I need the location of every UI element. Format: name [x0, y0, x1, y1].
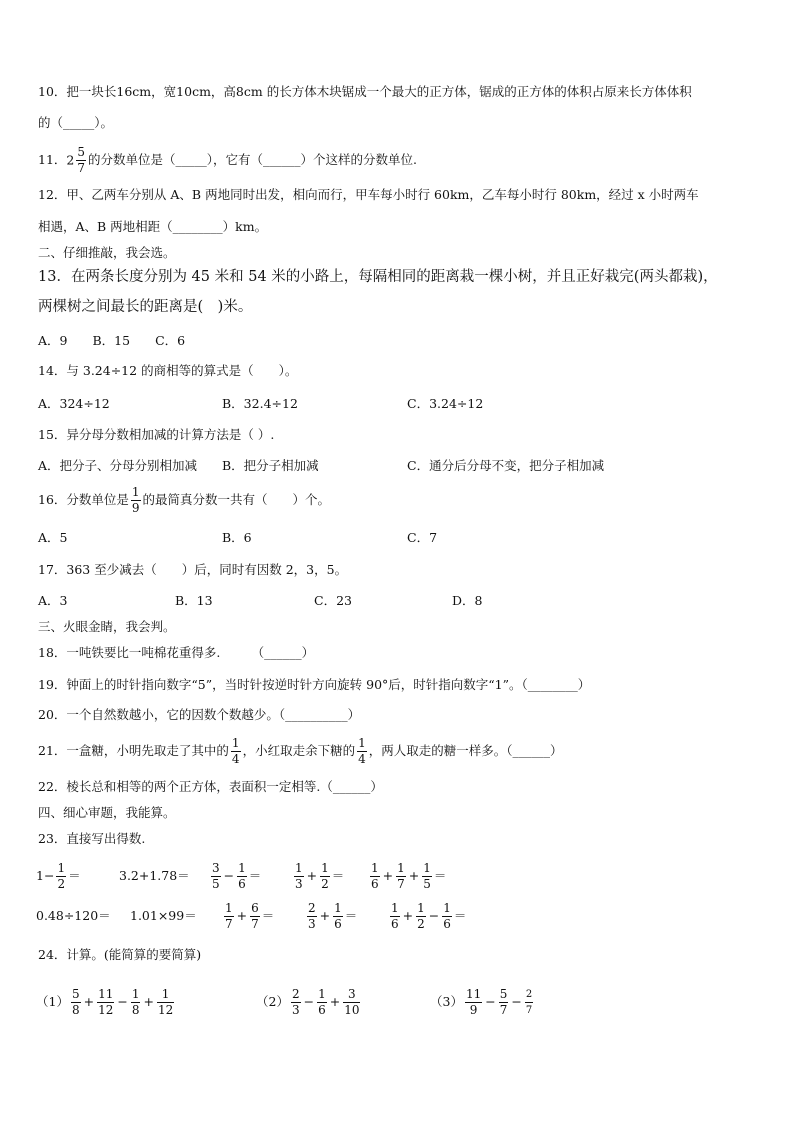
q15-option-c: C．通分后分母不变，把分子相加减	[407, 458, 605, 473]
q10-line1: 10．把一块长16cm，宽10cm，高8cm 的长方体木块锯成一个最大的正方体，锯成的正方体的体积占原来长方体体积	[38, 84, 692, 99]
q14-stem: 14．与 3.24÷12 的商相等的算式是（ ）。	[38, 363, 298, 378]
q23-r2-expr1: 0.48÷120＝	[36, 908, 111, 923]
q16-stem: 16．分数单位是 $\frac{1}{9}$ 的最简真分数一共有（ ）个。	[38, 485, 331, 515]
q23-r1-expr1: 1− $\frac{1}{2}$ ＝	[36, 861, 81, 891]
q23-r1-expr2: 3.2+1.78＝	[119, 868, 190, 883]
q23-r2-expr4: $\frac{2}{3}$ + $\frac{1}{6}$ ＝	[308, 901, 358, 931]
q17-option-b: B．13	[175, 593, 213, 608]
q16-option-c: C．7	[407, 530, 438, 545]
q22: 22．棱长总和相等的两个正方体，表面积一定相等.（______）	[38, 779, 383, 794]
q11-text: 的分数单位是（_____），它有（______）个这样的分数单位.	[88, 152, 417, 167]
q19: 19．钟面上的时针指向数字“5”，当时针按逆时针方向旋转 90°后，时针指向数字“1”。（________）	[38, 677, 591, 692]
q10-line2: 的（_____）。	[38, 115, 114, 130]
q23-r1-expr4: $\frac{1}{3}$ + $\frac{1}{2}$ ＝	[295, 861, 345, 891]
q21: 21．一盒糖，小明先取走了其中的 $\frac{1}{4}$ ，小红取走余下糖的 $\frac{1}{4}$ ，两人取走的糖一样多。（______）	[38, 736, 563, 766]
q13-options: A．9 B．15 C．6	[38, 333, 186, 348]
q17-option-d: D．8	[452, 593, 483, 608]
q17-stem: 17．363 至少减去（ ）后，同时有因数 2，3，5。	[38, 562, 348, 577]
q23-r2-expr3: $\frac{1}{7}$ + $\frac{6}{7}$ ＝	[225, 901, 275, 931]
q14-option-a: A．324÷12	[38, 396, 110, 411]
q21-fraction-1: $\frac{1}{4}$	[231, 736, 240, 766]
q13-line1: 13．在两条长度分别为 45 米和 54 米的小路上，每隔相同的距离栽一棵小树，并且正好栽完(两头都栽)，	[38, 269, 718, 285]
q24-problem-2: （2） $\frac{2}{3}$ − $\frac{1}{6}$ + $\frac{3}{10}$	[256, 987, 360, 1017]
q14-option-b: B．32.4÷12	[222, 396, 298, 411]
q15-option-a: A．把分子、分母分别相加减	[38, 458, 198, 473]
q23-r2-expr2: 1.01×99＝	[130, 908, 197, 923]
section-4-heading: 四、细心审题，我能算。	[38, 805, 176, 820]
q12-line1: 12．甲、乙两车分别从 A、B 两地同时出发，相向而行，甲车每小时行 60km，乙车每小时行 80km，经过 x 小时两车	[38, 187, 699, 202]
q20: 20．一个自然数越小，它的因数个数越少。（__________）	[38, 707, 361, 722]
q16-option-a: A．5	[38, 530, 68, 545]
q17-option-a: A．3	[38, 593, 68, 608]
section-3-heading: 三、火眼金睛，我会判。	[38, 619, 176, 634]
q14-option-c: C．3.24÷12	[407, 396, 484, 411]
q13-line2: 两棵树之间最长的距离是( )米。	[38, 299, 253, 315]
q11	[38, 145, 417, 176]
q16-fraction: $\frac{1}{9}$	[131, 485, 140, 515]
q15-stem: 15．异分母分数相加减的计算方法是（ ）.	[38, 427, 275, 442]
section-2-heading: 二、仔细推敲，我会选。	[38, 245, 176, 260]
q11-mixed-number: 2 $\frac{5}{7}$	[66, 145, 85, 175]
q15-option-b: B．把分子相加减	[222, 458, 319, 473]
q17-option-c: C．23	[314, 593, 352, 608]
q24-problem-3: （3） $\frac{11}{9}$ − $\frac{5}{7}$ − $\frac{2}{7}$	[430, 987, 533, 1017]
q23-stem: 23．直接写出得数.	[38, 831, 146, 846]
q23-r1-expr3: $\frac{3}{5}$ − $\frac{1}{6}$ ＝	[212, 861, 262, 891]
q18: 18．一吨铁要比一吨棉花重得多. （______）	[38, 645, 315, 660]
q23-r2-expr5: $\frac{1}{6}$ + $\frac{1}{2}$ − $\frac{1}{6}$ ＝	[391, 901, 467, 931]
q24-problem-1: （1） $\frac{5}{8}$ + $\frac{11}{12}$ − $\frac{1}{8}$ + $\frac{1}{12}$	[36, 987, 174, 1017]
q24-stem: 24．计算。(能简算的要简算)	[38, 947, 202, 962]
q21-fraction-2: $\frac{1}{4}$	[358, 736, 366, 766]
q16-option-b: B．6	[222, 530, 252, 545]
q11-number: 11．	[38, 152, 67, 167]
q12-line2: 相遇，A、B 两地相距（________）km。	[38, 219, 268, 234]
q23-r1-expr5: $\frac{1}{6}$ + $\frac{1}{7}$ + $\frac{1}{5}$ ＝	[371, 861, 447, 891]
